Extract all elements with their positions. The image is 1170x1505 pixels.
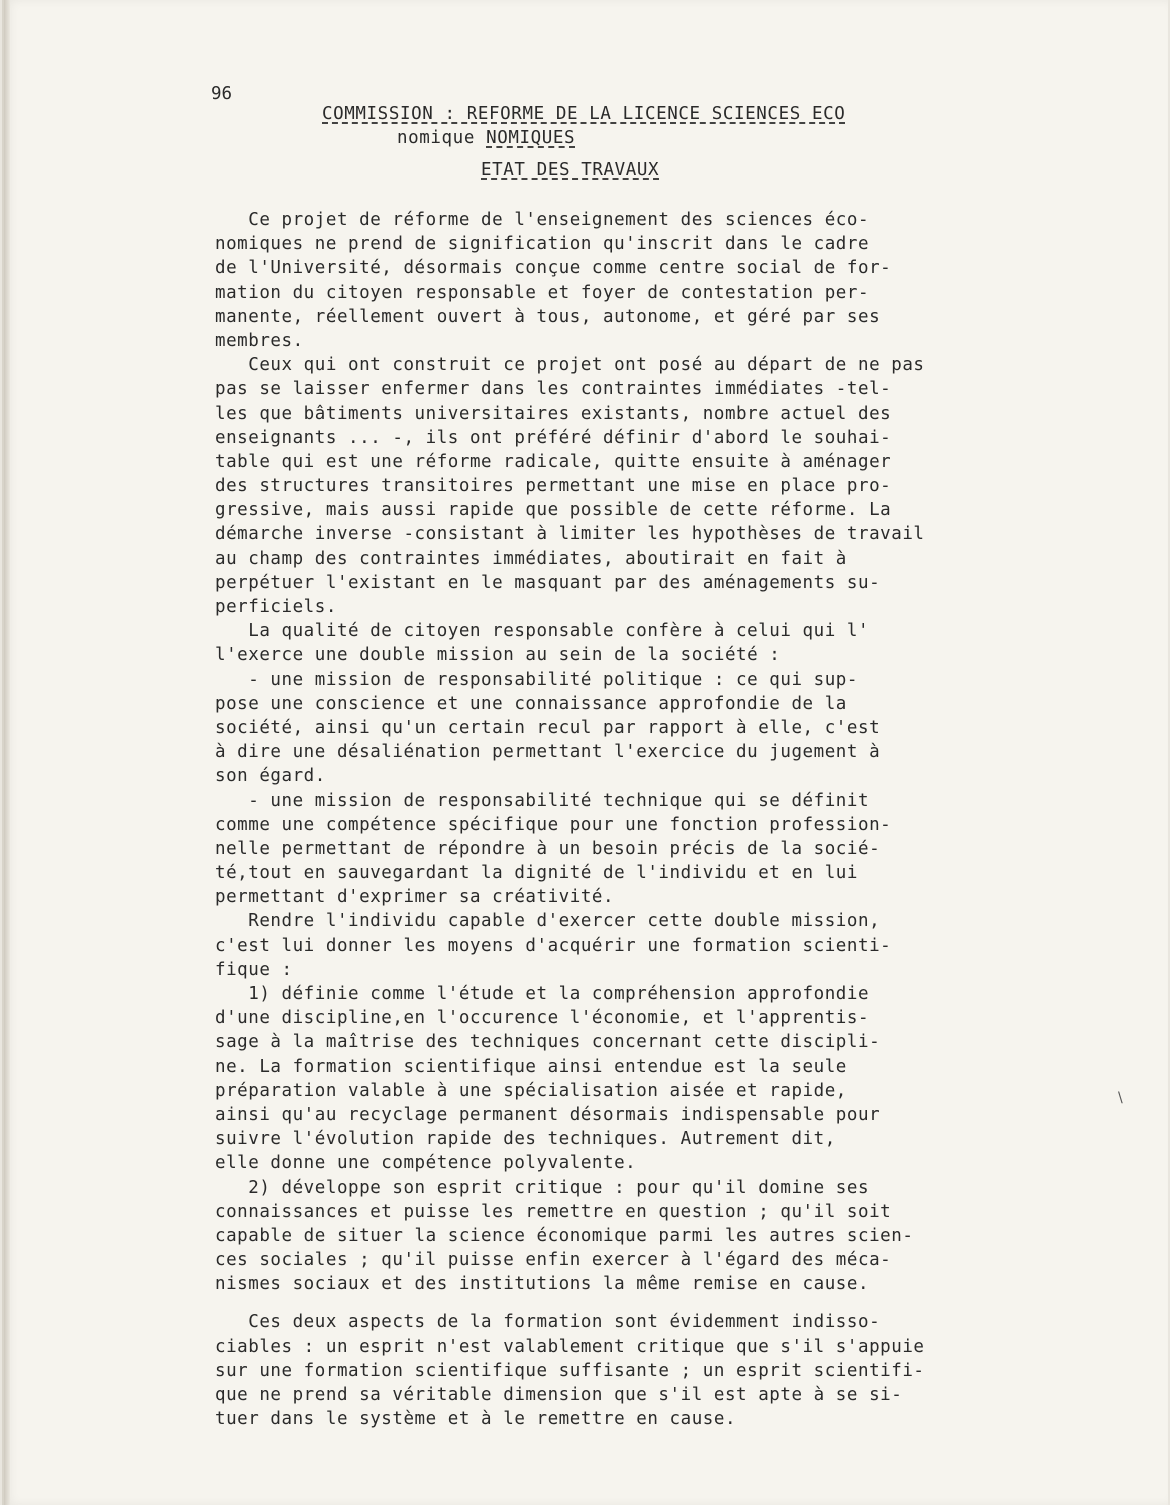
text-line: membres.	[215, 330, 304, 351]
text-line: ne. La formation scientifique ainsi entendue est la seule	[215, 1056, 847, 1077]
body-text	[215, 208, 1015, 1431]
text-line: enseignants ... -, ils ont préféré définir d'abord le souhai-	[215, 427, 892, 448]
text-line: capable de situer la science économique parmi les autres scien-	[215, 1225, 914, 1246]
page-edge	[4, 0, 10, 1505]
text-line: suivre l'évolution rapide des techniques. Autrement dit,	[215, 1129, 836, 1150]
text-line: à dire une désaliénation permettant l'exercice du jugement à	[215, 742, 881, 763]
text-line: ces sociales ; qu'il puisse enfin exercer à l'égard des méca-	[215, 1250, 892, 1271]
text-line: gressive, mais aussi rapide que possible de cette réforme. La	[215, 500, 892, 521]
text-line: perpétuer l'existant en le masquant par des aménagements su-	[215, 572, 881, 593]
text-line: ciables : un esprit n'est valablement critique que s'il s'appuie	[215, 1336, 925, 1357]
paragraph-gap	[215, 1296, 1015, 1310]
text-line: Ces deux aspects de la formation sont évidemment indisso-	[215, 1312, 881, 1333]
text-line: perficiels.	[215, 597, 337, 617]
text-line: pas se laisser enfermer dans les contraintes immédiates -tel-	[215, 379, 892, 400]
text-line: manente, réellement ouvert à tous, autonome, et géré par ses	[215, 306, 881, 327]
text-line: pose une conscience et une connaissance approfondie de la	[215, 693, 847, 714]
closing-paragraph	[215, 1310, 1015, 1431]
text-line: ainsi qu'au recyclage permanent désormais indispensable pour	[215, 1104, 881, 1125]
text-line: table qui est une réforme radicale, quitte ensuite à aménager	[215, 451, 892, 472]
text-line: té,tout en sauvegardant la dignité de l'individu et en lui	[215, 863, 858, 884]
document-subtitle: ETAT DES TRAVAUX	[481, 160, 660, 180]
text-line: elle donne une compétence polyvalente.	[215, 1153, 637, 1174]
page-number: 96	[211, 84, 233, 104]
stray-mark: \	[1118, 1090, 1123, 1106]
text-line: de l'Université, désormais conçue comme centre social de for-	[215, 258, 892, 279]
text-line: nelle permettant de répondre à un besoin précis de la socié-	[215, 838, 881, 859]
text-line: société, ainsi qu'un certain recul par rapport à elle, c'est	[215, 717, 881, 738]
text-line: 2) développe son esprit critique : pour qu'il domine ses	[215, 1177, 870, 1198]
text-line: sur une formation scientifique suffisante ; un esprit scientifi-	[215, 1360, 925, 1381]
text-line: au champ des contraintes immédiates, aboutirait en fait à	[215, 548, 847, 569]
document-title: COMMISSION : REFORME DE LA LICENCE SCIENCES ECO	[322, 104, 846, 124]
text-line: Ceux qui ont construit ce projet ont posé au départ de ne pas	[215, 355, 925, 376]
text-line: nomiques ne prend de signification qu'inscrit dans le cadre	[215, 234, 870, 255]
text-line: Ce projet de réforme de l'enseignement des sciences éco-	[215, 210, 870, 230]
text-line: permettant d'exprimer sa créativité.	[215, 887, 615, 908]
text-line: préparation valable à une spécialisation aisée et rapide,	[215, 1080, 847, 1101]
text-line: d'une discipline,en l'occurence l'économie, et l'apprentis-	[215, 1008, 870, 1029]
text-line: nismes sociaux et des institutions la même remise en cause.	[215, 1274, 870, 1295]
text-line: mation du citoyen responsable et foyer de contestation per-	[215, 282, 870, 303]
text-line: que ne prend sa véritable dimension que s'il est apte à se si-	[215, 1385, 903, 1405]
document-title-continuation	[397, 128, 575, 148]
title-continuation-underlined: NOMIQUES	[486, 128, 576, 148]
text-line: Rendre l'individu capable d'exercer cette double mission,	[215, 911, 881, 932]
text-line: - une mission de responsabilité politique : ce qui sup-	[215, 669, 858, 690]
text-line: comme une compétence spécifique pour une fonction profession-	[215, 814, 892, 835]
text-line: fique :	[215, 959, 293, 980]
text-line: démarche inverse -consistant à limiter les hypothèses de travail	[215, 524, 925, 545]
text-line: La qualité de citoyen responsable confère à celui qui l'	[215, 621, 870, 642]
text-line: son égard.	[215, 766, 326, 787]
body-paragraphs	[215, 208, 1015, 1296]
text-line: c'est lui donner les moyens d'acquérir une formation scienti-	[215, 935, 892, 956]
text-line: tuer dans le système et à le remettre en cause.	[215, 1409, 737, 1430]
text-line: 1) définie comme l'étude et la compréhension approfondie	[215, 984, 870, 1004]
text-line: des structures transitoires permettant une mise en place pro-	[215, 476, 892, 497]
text-line: - une mission de responsabilité technique qui se définit	[215, 790, 870, 811]
text-line: l'exerce une double mission au sein de la société :	[215, 645, 781, 666]
text-line: connaissances et puisse les remettre en question ; qu'il soit	[215, 1201, 892, 1222]
text-line: sage à la maîtrise des techniques concernant cette discipli-	[215, 1032, 881, 1053]
text-line: les que bâtiments universitaires existants, nombre actuel des	[215, 403, 892, 424]
title-correction-prefix: nomique	[397, 128, 487, 148]
